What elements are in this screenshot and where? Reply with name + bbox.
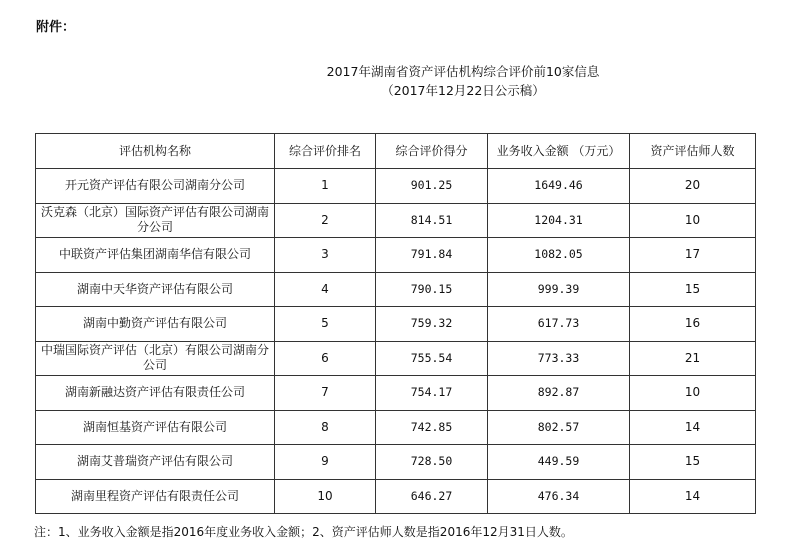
document-title: [0, 62, 800, 100]
table-header-row: [36, 134, 756, 169]
cell-appraiser-count: 16: [630, 307, 756, 342]
cell-score: 742.85: [376, 410, 488, 445]
ranking-table: [35, 133, 756, 514]
cell-rank: 1: [275, 169, 376, 204]
table-row: [36, 203, 756, 238]
cell-rank: 2: [275, 203, 376, 238]
cell-appraiser-count: 14: [630, 410, 756, 445]
cell-org-name: 湖南中勤资产评估有限公司: [36, 307, 275, 342]
cell-org-name: 湖南中天华资产评估有限公司: [36, 272, 275, 307]
cell-rank: 5: [275, 307, 376, 342]
cell-score: 814.51: [376, 203, 488, 238]
cell-rank: 10: [275, 479, 376, 514]
table-row: [36, 410, 756, 445]
cell-revenue: 1204.31: [488, 203, 630, 238]
title-line-1: 2017年湖南省资产评估机构综合评价前10家信息: [326, 64, 600, 79]
cell-org-name: 湖南新融达资产评估有限责任公司: [36, 376, 275, 411]
header-revenue: 业务收入金额 （万元）: [488, 134, 630, 169]
cell-appraiser-count: 20: [630, 169, 756, 204]
cell-appraiser-count: 14: [630, 479, 756, 514]
cell-org-name: 中瑞国际资产评估（北京）有限公司湖南分公司: [36, 341, 275, 376]
cell-rank: 8: [275, 410, 376, 445]
cell-revenue: 1082.05: [488, 238, 630, 273]
cell-rank: 9: [275, 445, 376, 480]
cell-revenue: 1649.46: [488, 169, 630, 204]
cell-revenue: 802.57: [488, 410, 630, 445]
attachment-label: 附件：: [36, 20, 76, 35]
header-rank: 综合评价排名: [275, 134, 376, 169]
cell-appraiser-count: 10: [630, 376, 756, 411]
cell-score: 901.25: [376, 169, 488, 204]
cell-appraiser-count: 15: [630, 445, 756, 480]
cell-appraiser-count: 17: [630, 238, 756, 273]
cell-revenue: 476.34: [488, 479, 630, 514]
cell-revenue: 999.39: [488, 272, 630, 307]
header-score: 综合评价得分: [376, 134, 488, 169]
cell-org-name: 沃克森（北京）国际资产评估有限公司湖南分公司: [36, 203, 275, 238]
table-row: [36, 169, 756, 204]
cell-score: 759.32: [376, 307, 488, 342]
cell-rank: 7: [275, 376, 376, 411]
cell-score: 755.54: [376, 341, 488, 376]
table-row: [36, 376, 756, 411]
cell-org-name: 湖南恒基资产评估有限公司: [36, 410, 275, 445]
cell-appraiser-count: 21: [630, 341, 756, 376]
table-row: [36, 341, 756, 376]
table-row: [36, 445, 756, 480]
cell-score: 791.84: [376, 238, 488, 273]
title-line-2: （2017年12月22日公示稿）: [381, 83, 545, 98]
cell-appraiser-count: 15: [630, 272, 756, 307]
table-row: [36, 238, 756, 273]
cell-org-name: 开元资产评估有限公司湖南分公司: [36, 169, 275, 204]
cell-org-name: 湖南里程资产评估有限责任公司: [36, 479, 275, 514]
header-org-name: 评估机构名称: [36, 134, 275, 169]
table-row: [36, 272, 756, 307]
cell-org-name: 中联资产评估集团湖南华信有限公司: [36, 238, 275, 273]
cell-rank: 3: [275, 238, 376, 273]
cell-rank: 6: [275, 341, 376, 376]
cell-revenue: 449.59: [488, 445, 630, 480]
cell-score: 646.27: [376, 479, 488, 514]
footnote: 注：1、业务收入金额是指2016年度业务收入金额；2、资产评估师人数是指2016年12月31日人数。: [34, 525, 573, 539]
cell-org-name: 湖南艾普瑞资产评估有限公司: [36, 445, 275, 480]
cell-appraiser-count: 10: [630, 203, 756, 238]
cell-revenue: 617.73: [488, 307, 630, 342]
cell-score: 790.15: [376, 272, 488, 307]
cell-score: 754.17: [376, 376, 488, 411]
header-appraiser-count: 资产评估师人数: [630, 134, 756, 169]
cell-revenue: 773.33: [488, 341, 630, 376]
table-row: [36, 307, 756, 342]
table-row: [36, 479, 756, 514]
cell-score: 728.50: [376, 445, 488, 480]
cell-rank: 4: [275, 272, 376, 307]
cell-revenue: 892.87: [488, 376, 630, 411]
